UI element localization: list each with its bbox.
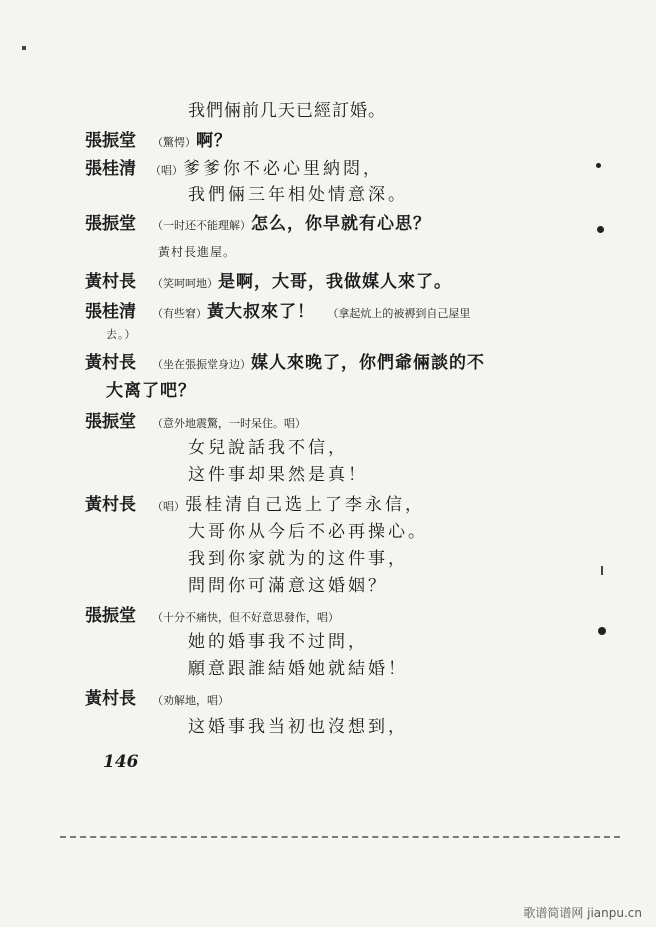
- page-number: 146: [103, 752, 139, 772]
- dialogue-line: [152, 605, 339, 629]
- text-line: [188, 716, 408, 738]
- stage-direction: （唱）: [150, 164, 183, 177]
- dialogue-line: [152, 352, 485, 376]
- line-text: 啊？: [196, 131, 232, 151]
- stage-direction: （劝解地，唱）: [152, 694, 229, 707]
- line-text: 張桂清自己选上了李永信，: [185, 495, 425, 515]
- dialogue-line: [152, 411, 306, 435]
- line-text: 这婚事我当初也沒想到，: [188, 717, 408, 737]
- line-text: 我們倆前几天已經訂婚。: [188, 101, 386, 121]
- stage-note: [158, 241, 236, 263]
- line-text: 大离了吧？: [106, 381, 196, 401]
- text-line: [188, 184, 408, 206]
- line-text: 媒人來晚了，你們爺倆談的不: [251, 353, 485, 373]
- dialogue-line: [152, 494, 425, 518]
- line-text: 她的婚事我不过問，: [188, 632, 368, 652]
- stage-direction: （拿起炕上的被褥到自己屋里: [327, 307, 471, 320]
- speaker-name: 張振堂: [85, 131, 136, 151]
- line-text: 女兒說話我不信，: [188, 438, 348, 458]
- stage-direction: （唱）: [152, 500, 185, 513]
- stage-direction: （一时还不能理解）: [152, 219, 251, 232]
- text-line: [188, 464, 368, 486]
- line-text: 爹爹你不必心里納悶，: [183, 159, 383, 179]
- watermark: 歌谱简谱网 jianpu.cn: [523, 906, 642, 920]
- speaker-name: 張桂清: [85, 302, 136, 322]
- scan-mark: [22, 46, 26, 50]
- text-line: [188, 575, 388, 597]
- dialogue-line: [152, 213, 431, 237]
- stage-direction: （驚愕）: [152, 136, 196, 149]
- text-line: [188, 437, 348, 459]
- line-text: 黃大叔來了！: [207, 302, 315, 322]
- speaker-name: 張振堂: [85, 214, 136, 234]
- stage-direction: （坐在張振堂身边）: [152, 358, 251, 371]
- line-text: 願意跟誰結婚她就結婚！: [188, 659, 408, 679]
- stage-note: [106, 324, 137, 346]
- stage-direction: （笑呵呵地）: [152, 277, 218, 290]
- line-text: 这件事却果然是真！: [188, 465, 368, 485]
- speaker-name: 黃村長: [85, 495, 136, 515]
- text-line: [188, 658, 408, 680]
- line-text: 我到你家就为的这件事，: [188, 549, 408, 569]
- stage-direction: （意外地震驚，一时呆住。唱）: [152, 417, 306, 430]
- text-line: [188, 631, 368, 653]
- speaker-name: 張振堂: [85, 412, 136, 432]
- text-line: [106, 380, 196, 402]
- scan-mark: [597, 226, 604, 233]
- stage-direction: （十分不痛快，但不好意思發作，唱）: [152, 611, 339, 624]
- text-line: [188, 521, 428, 543]
- speaker-name: 黃村長: [85, 689, 136, 709]
- text-line: [188, 100, 386, 122]
- stage-direction: （有些窘）: [152, 307, 207, 320]
- line-text: 怎么，你早就有心思？: [251, 214, 431, 234]
- speaker-name: 黃村長: [85, 353, 136, 373]
- dialogue-line: [152, 271, 452, 295]
- line-text: 我們倆三年相处情意深。: [188, 185, 408, 205]
- speaker-name: 張振堂: [85, 606, 136, 626]
- dialogue-line: [152, 130, 232, 154]
- scan-mark: [598, 627, 606, 635]
- line-text: 大哥你从今后不必再操心。: [188, 522, 428, 542]
- speaker-name: 黃村長: [85, 272, 136, 292]
- speaker-name: 張桂清: [85, 159, 136, 179]
- line-text: 是啊，大哥，我做媒人來了。: [218, 272, 452, 292]
- scan-mark: [596, 163, 601, 168]
- scan-mark: [601, 566, 603, 575]
- dialogue-line: [152, 688, 229, 712]
- scan-edge: [60, 836, 620, 838]
- dialogue-line: [150, 158, 383, 182]
- line-text: 問問你可滿意这婚姻？: [188, 576, 388, 596]
- line-text: 黃村長進屋。: [158, 245, 237, 259]
- line-text: 去。）: [106, 328, 137, 341]
- text-line: [188, 548, 408, 570]
- dialogue-line: [152, 301, 470, 325]
